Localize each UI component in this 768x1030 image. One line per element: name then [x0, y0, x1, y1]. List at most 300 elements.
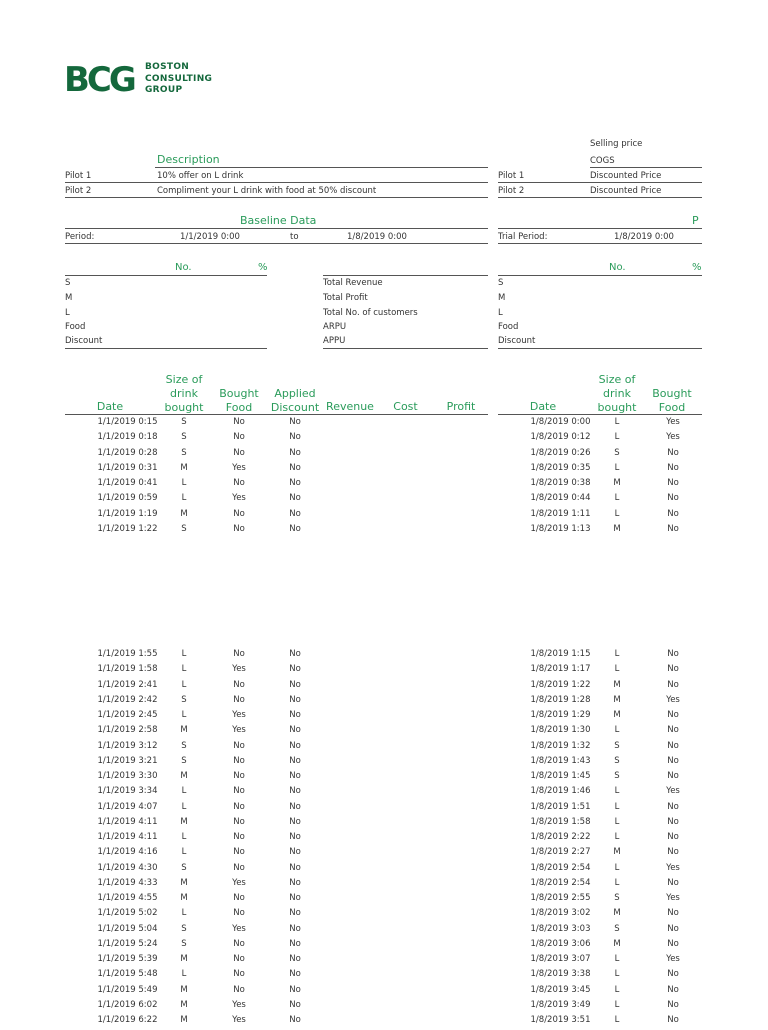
right-cell-size: M: [613, 523, 621, 534]
left-cell-size: M: [180, 508, 188, 519]
left-cell-food: No: [233, 508, 245, 519]
left-cell-size: L: [181, 679, 187, 690]
right-cell-date: 1/8/2019 3:03: [530, 923, 591, 934]
table-row: [0, 832, 768, 847]
right-cell-food: No: [667, 740, 679, 751]
left-cell-size: L: [181, 847, 187, 858]
right-cell-date: 1/8/2019 1:28: [530, 694, 591, 705]
right-cell-size: L: [614, 969, 620, 980]
selling-price-label: Selling price: [590, 139, 643, 149]
count-row-discount: Discount: [65, 336, 103, 346]
left-cell-discount: No: [289, 664, 301, 675]
right-cell-date: 1/8/2019 3:07: [530, 954, 591, 964]
right-cell-food: No: [667, 447, 679, 458]
right-col-size-line-3: bought: [597, 401, 637, 414]
right-cell-date: 1/8/2019 3:02: [530, 908, 591, 919]
right-cell-date: 1/8/2019 1:43: [530, 755, 591, 766]
left-col-discount-line-2: Discount: [270, 401, 320, 414]
left-cell-date: 1/1/2019 0:28: [97, 447, 158, 458]
table-row: [0, 969, 768, 984]
left-cell-size: S: [181, 523, 187, 534]
description-header: Description: [157, 153, 220, 166]
left-cell-date: 1/1/2019 4:07: [97, 801, 158, 812]
table-row: [0, 817, 768, 832]
table-row: [0, 463, 768, 478]
left-cell-food: No: [233, 523, 245, 534]
left-cell-date: 1/1/2019 5:04: [97, 923, 158, 934]
left-cell-date: 1/1/2019 3:30: [97, 771, 158, 781]
right-cell-food: No: [667, 832, 679, 842]
table-row: [0, 756, 768, 771]
left-cell-food: No: [233, 862, 245, 873]
left-col-size-line-3: bought: [164, 401, 204, 414]
left-col-size-line-2: drink: [170, 387, 198, 400]
right-cell-food: No: [667, 923, 679, 934]
right-cell-date: 1/8/2019 0:38: [530, 478, 591, 488]
right-cell-food: No: [667, 969, 679, 980]
right-cell-food: Yes: [666, 862, 680, 873]
left-cell-discount: No: [289, 432, 301, 443]
right-cell-size: L: [614, 984, 620, 995]
count-row-m: M: [65, 293, 73, 303]
left-cell-discount: No: [289, 523, 301, 534]
totals-bottom-rule: [323, 348, 488, 349]
right-cell-date: 1/8/2019 3:51: [530, 1015, 591, 1025]
right-cell-size: L: [614, 786, 620, 797]
table-row: [0, 1015, 768, 1030]
left-cell-discount: No: [289, 832, 301, 842]
left-cell-food: No: [233, 478, 245, 488]
left-cell-size: M: [180, 816, 188, 827]
right-cell-food: No: [667, 649, 679, 659]
left-cell-discount: No: [289, 938, 301, 949]
table-row: [0, 432, 768, 447]
table-row: [0, 664, 768, 679]
right-cell-food: No: [667, 938, 679, 949]
table-row: [0, 695, 768, 710]
left-cell-discount: No: [289, 417, 301, 427]
left-col-discount-header: [268, 387, 322, 415]
table-row: [0, 771, 768, 786]
table-row: [0, 509, 768, 524]
left-table-header-rule: [65, 414, 488, 415]
right-cell-food: Yes: [666, 893, 680, 903]
left-cell-discount: No: [289, 923, 301, 934]
right-cell-food: Yes: [666, 954, 680, 964]
left-cell-food: No: [233, 786, 245, 797]
left-cell-discount: No: [289, 725, 301, 736]
right-cell-food: No: [667, 462, 679, 473]
right-cell-size: M: [613, 478, 621, 488]
left-cell-date: 1/1/2019 5:48: [97, 969, 158, 980]
right-cell-date: 1/8/2019 2:27: [530, 847, 591, 858]
counts-bottom-rule: [65, 348, 267, 349]
left-cell-size: M: [180, 984, 188, 995]
trial-header-rule: [498, 228, 702, 229]
left-cell-date: 1/1/2019 5:24: [97, 938, 158, 949]
right-cell-size: S: [614, 447, 620, 458]
pricing-pilot1-value: Discounted Price: [590, 171, 662, 181]
left-cell-date: 1/1/2019 4:55: [97, 893, 158, 903]
pilot2-description: Compliment your L drink with food at 50% discount: [157, 186, 377, 196]
totals-top-rule: [323, 275, 488, 276]
right-cell-size: L: [614, 816, 620, 827]
pilot2-rule: [65, 197, 488, 198]
left-col-size-header: [158, 373, 210, 415]
left-col-food-line-2: Food: [225, 401, 253, 414]
cogs-label: COGS: [590, 156, 615, 166]
left-cell-size: L: [181, 710, 187, 720]
left-col-profit-header: Profit: [446, 400, 476, 413]
table-row: [0, 939, 768, 954]
description-rule: [155, 167, 488, 168]
left-cell-discount: No: [289, 786, 301, 797]
left-cell-date: 1/1/2019 0:41: [97, 478, 158, 488]
right-cell-date: 1/8/2019 0:12: [530, 432, 591, 443]
right-cell-food: No: [667, 478, 679, 488]
left-cell-size: L: [181, 664, 187, 675]
right-cell-food: No: [667, 771, 679, 781]
left-cell-date: 1/1/2019 0:59: [97, 493, 158, 504]
right-col-food-line-2: Food: [658, 401, 686, 414]
table-row: [0, 448, 768, 463]
table-row: [0, 786, 768, 801]
left-cell-food: No: [233, 771, 245, 781]
left-cell-discount: No: [289, 954, 301, 964]
right-cell-size: L: [614, 417, 620, 427]
left-cell-date: 1/1/2019 0:15: [97, 417, 158, 427]
trial-count-row-l: L: [498, 308, 503, 318]
left-cell-date: 1/1/2019 4:30: [97, 862, 158, 873]
right-cell-size: L: [614, 832, 620, 842]
right-cell-size: M: [613, 679, 621, 690]
right-cell-food: Yes: [666, 786, 680, 797]
table-row: [0, 863, 768, 878]
right-cell-date: 1/8/2019 0:35: [530, 462, 591, 473]
left-cell-food: Yes: [232, 877, 246, 888]
left-cell-discount: No: [289, 969, 301, 980]
left-cell-size: S: [181, 938, 187, 949]
right-cell-food: No: [667, 1015, 679, 1025]
right-cell-food: No: [667, 508, 679, 519]
left-cell-size: L: [181, 493, 187, 504]
logo-line-1: BOSTON: [145, 62, 190, 72]
left-cell-size: M: [180, 954, 188, 964]
right-cell-food: No: [667, 523, 679, 534]
baseline-period-start: 1/1/2019 0:00: [180, 232, 240, 242]
right-cell-size: L: [614, 649, 620, 659]
left-cell-size: M: [180, 725, 188, 736]
pricing-pilot1-rule: [498, 182, 702, 183]
left-cell-food: Yes: [232, 664, 246, 675]
table-row: [0, 893, 768, 908]
table-row: [0, 847, 768, 862]
pilot1-description: 10% offer on L drink: [157, 171, 244, 181]
right-cell-size: S: [614, 893, 620, 903]
left-cell-food: No: [233, 447, 245, 458]
logo-line-2: CONSULTING: [145, 73, 213, 84]
left-cell-food: Yes: [232, 493, 246, 504]
trial-count-row-s: S: [498, 278, 504, 288]
table-row: [0, 649, 768, 664]
right-cell-food: No: [667, 725, 679, 736]
left-cell-date: 1/1/2019 0:18: [97, 432, 158, 443]
left-cell-size: S: [181, 740, 187, 751]
right-col-size-line-1: Size of: [598, 373, 636, 386]
left-cell-size: L: [181, 801, 187, 812]
right-cell-size: M: [613, 710, 621, 720]
left-cell-discount: No: [289, 478, 301, 488]
left-cell-discount: No: [289, 893, 301, 903]
right-cell-food: No: [667, 755, 679, 766]
left-cell-size: L: [181, 832, 187, 842]
left-cell-size: S: [181, 755, 187, 766]
right-cell-date: 1/8/2019 1:46: [530, 786, 591, 797]
left-cell-discount: No: [289, 710, 301, 720]
table-row: [0, 417, 768, 432]
left-cell-discount: No: [289, 984, 301, 995]
right-cell-size: L: [614, 493, 620, 504]
left-col-revenue-header: Revenue: [326, 400, 374, 413]
left-cell-food: Yes: [232, 710, 246, 720]
left-cell-discount: No: [289, 908, 301, 919]
left-cell-size: M: [180, 999, 188, 1010]
left-cell-food: Yes: [232, 725, 246, 736]
right-cell-size: L: [614, 862, 620, 873]
left-cell-date: 1/1/2019 5:02: [97, 908, 158, 919]
right-cell-date: 1/8/2019 1:13: [530, 523, 591, 534]
right-cell-size: L: [614, 877, 620, 888]
right-col-food-header: [647, 387, 697, 415]
left-cell-discount: No: [289, 801, 301, 812]
left-cell-discount: No: [289, 447, 301, 458]
right-cell-date: 1/8/2019 1:45: [530, 771, 591, 781]
left-cell-size: L: [181, 649, 187, 659]
right-cell-size: L: [614, 954, 620, 964]
table-row: [0, 908, 768, 923]
trial-count-row-discount: Discount: [498, 336, 536, 346]
trial-count-row-food: Food: [498, 322, 519, 332]
trial-counts-bottom-rule: [498, 348, 702, 349]
bcg-logo-mark: [64, 63, 140, 93]
trial-count-row-m: M: [498, 293, 506, 303]
left-cell-date: 1/1/2019 3:12: [97, 740, 158, 751]
right-cell-food: No: [667, 908, 679, 919]
trial-counts-no-header: No.: [609, 262, 626, 273]
left-cell-discount: No: [289, 694, 301, 705]
left-cell-discount: No: [289, 740, 301, 751]
left-cell-date: 1/1/2019 3:34: [97, 786, 158, 797]
left-cell-food: No: [233, 816, 245, 827]
right-cell-food: No: [667, 984, 679, 995]
pricing-pilot1-label: Pilot 1: [498, 171, 525, 181]
left-cell-date: 1/1/2019 2:58: [97, 725, 158, 736]
left-cell-date: 1/1/2019 1:22: [97, 523, 158, 534]
table-row: [0, 802, 768, 817]
left-cell-date: 1/1/2019 4:11: [97, 832, 158, 842]
right-cell-size: L: [614, 1015, 620, 1025]
left-cell-size: S: [181, 432, 187, 443]
left-cell-date: 1/1/2019 5:39: [97, 954, 158, 964]
count-row-s: S: [65, 278, 71, 288]
trial-counts-header-rule: [498, 275, 702, 276]
right-cell-food: Yes: [666, 432, 680, 443]
right-cell-food: No: [667, 801, 679, 812]
right-cell-size: L: [614, 801, 620, 812]
right-cell-date: 1/8/2019 2:54: [530, 862, 591, 873]
pilot1-label: Pilot 1: [65, 171, 92, 181]
left-cell-food: No: [233, 954, 245, 964]
pricing-pilot2-label: Pilot 2: [498, 186, 525, 196]
left-col-discount-line-1: Applied: [274, 387, 316, 400]
right-cell-size: L: [614, 508, 620, 519]
table-row: [0, 524, 768, 539]
left-cell-food: No: [233, 832, 245, 842]
left-cell-date: 1/1/2019 3:21: [97, 755, 158, 766]
table-row: [0, 954, 768, 969]
right-cell-size: L: [614, 432, 620, 443]
trial-counts-pct-header: %: [692, 262, 702, 273]
left-cell-size: M: [180, 1015, 188, 1025]
right-cell-size: L: [614, 462, 620, 473]
left-cell-date: 1/1/2019 5:49: [97, 984, 158, 995]
left-cell-size: L: [181, 478, 187, 488]
left-cell-size: S: [181, 417, 187, 427]
right-cell-food: No: [667, 816, 679, 827]
left-cell-food: No: [233, 649, 245, 659]
right-cell-date: 1/8/2019 1:58: [530, 816, 591, 827]
left-cell-discount: No: [289, 999, 301, 1010]
baseline-header: Baseline Data: [240, 214, 317, 227]
table-row: [0, 985, 768, 1000]
right-cell-size: S: [614, 755, 620, 766]
left-cell-size: L: [181, 908, 187, 919]
right-cell-size: M: [613, 908, 621, 919]
right-cell-food: Yes: [666, 694, 680, 705]
right-cell-date: 1/8/2019 0:26: [530, 447, 591, 458]
left-cell-date: 1/1/2019 2:41: [97, 679, 158, 690]
left-cell-date: 1/1/2019 2:42: [97, 694, 158, 705]
left-cell-discount: No: [289, 847, 301, 858]
right-col-size-line-2: drink: [603, 387, 631, 400]
left-cell-food: No: [233, 801, 245, 812]
right-cell-food: No: [667, 877, 679, 888]
table-row: [0, 924, 768, 939]
left-cell-size: S: [181, 694, 187, 705]
left-cell-discount: No: [289, 649, 301, 659]
left-cell-size: L: [181, 786, 187, 797]
table-row: [0, 741, 768, 756]
left-cell-date: 1/1/2019 2:45: [97, 710, 158, 720]
left-cell-date: 1/1/2019 4:16: [97, 847, 158, 858]
left-cell-discount: No: [289, 816, 301, 827]
table-row: [0, 493, 768, 508]
left-col-size-line-1: Size of: [165, 373, 203, 386]
right-cell-date: 1/8/2019 1:29: [530, 710, 591, 720]
arpu-label: ARPU: [323, 322, 347, 332]
left-cell-food: No: [233, 847, 245, 858]
right-cell-size: L: [614, 999, 620, 1010]
table-row: [0, 878, 768, 893]
left-cell-food: Yes: [232, 462, 246, 473]
left-cell-discount: No: [289, 1015, 301, 1025]
baseline-header-rule: [65, 228, 488, 229]
right-cell-date: 1/8/2019 3:06: [530, 938, 591, 949]
right-col-size-header: [591, 373, 643, 415]
left-cell-date: 1/1/2019 4:33: [97, 877, 158, 888]
left-cell-food: No: [233, 679, 245, 690]
trial-period-label: Trial Period:: [498, 232, 548, 242]
left-cell-discount: No: [289, 493, 301, 504]
counts-pct-header: %: [258, 262, 268, 273]
right-cell-date: 1/8/2019 1:51: [530, 801, 591, 812]
left-cell-food: No: [233, 755, 245, 766]
right-cell-date: 1/8/2019 1:15: [530, 649, 591, 659]
left-cell-date: 1/1/2019 6:22: [97, 1015, 158, 1025]
left-cell-size: M: [180, 771, 188, 781]
right-cell-food: No: [667, 679, 679, 690]
logo-line-3: GROUP: [145, 85, 183, 95]
bcg-logo-letters: BCG: [64, 63, 134, 93]
baseline-period-rule: [65, 243, 488, 244]
right-cell-date: 1/8/2019 3:45: [530, 984, 591, 995]
pricing-pilot2-value: Discounted Price: [590, 186, 662, 196]
left-cell-date: 1/1/2019 1:58: [97, 664, 158, 675]
trial-period-start: 1/8/2019 0:00: [614, 232, 674, 242]
left-cell-date: 1/1/2019 1:19: [97, 508, 158, 519]
right-cell-size: M: [613, 694, 621, 705]
table-row: [0, 680, 768, 695]
count-row-food: Food: [65, 322, 86, 332]
left-cell-food: No: [233, 938, 245, 949]
left-cell-size: S: [181, 923, 187, 934]
right-cell-food: No: [667, 847, 679, 858]
right-cell-date: 1/8/2019 0:00: [530, 417, 591, 427]
left-col-food-header: [214, 387, 264, 415]
left-cell-discount: No: [289, 462, 301, 473]
left-cell-date: 1/1/2019 0:31: [97, 462, 158, 473]
right-cell-size: S: [614, 923, 620, 934]
baseline-to: to: [290, 232, 299, 242]
pricing-pilot2-rule: [498, 197, 702, 198]
table-row: [0, 1000, 768, 1015]
total-profit-label: Total Profit: [323, 293, 368, 303]
baseline-period-label: Period:: [65, 232, 95, 242]
left-cell-food: No: [233, 893, 245, 903]
left-cell-size: L: [181, 969, 187, 980]
left-cell-food: Yes: [232, 1015, 246, 1025]
cogs-rule: [590, 167, 702, 168]
right-cell-food: No: [667, 710, 679, 720]
left-cell-food: No: [233, 969, 245, 980]
right-cell-date: 1/8/2019 3:49: [530, 999, 591, 1010]
left-cell-date: 1/1/2019 4:11: [97, 816, 158, 827]
left-cell-size: M: [180, 877, 188, 888]
left-cell-food: No: [233, 740, 245, 751]
total-revenue-label: Total Revenue: [323, 278, 383, 288]
pilot1-rule: [65, 182, 488, 183]
pilot2-label: Pilot 2: [65, 186, 92, 196]
right-cell-size: M: [613, 938, 621, 949]
trial-period-rule: [498, 243, 702, 244]
bcg-logo: [64, 63, 140, 96]
left-cell-food: No: [233, 984, 245, 995]
left-cell-size: M: [180, 462, 188, 473]
left-cell-food: No: [233, 432, 245, 443]
left-col-food-line-1: Bought: [219, 387, 259, 400]
right-table-header-rule: [498, 414, 702, 415]
left-cell-discount: No: [289, 508, 301, 519]
